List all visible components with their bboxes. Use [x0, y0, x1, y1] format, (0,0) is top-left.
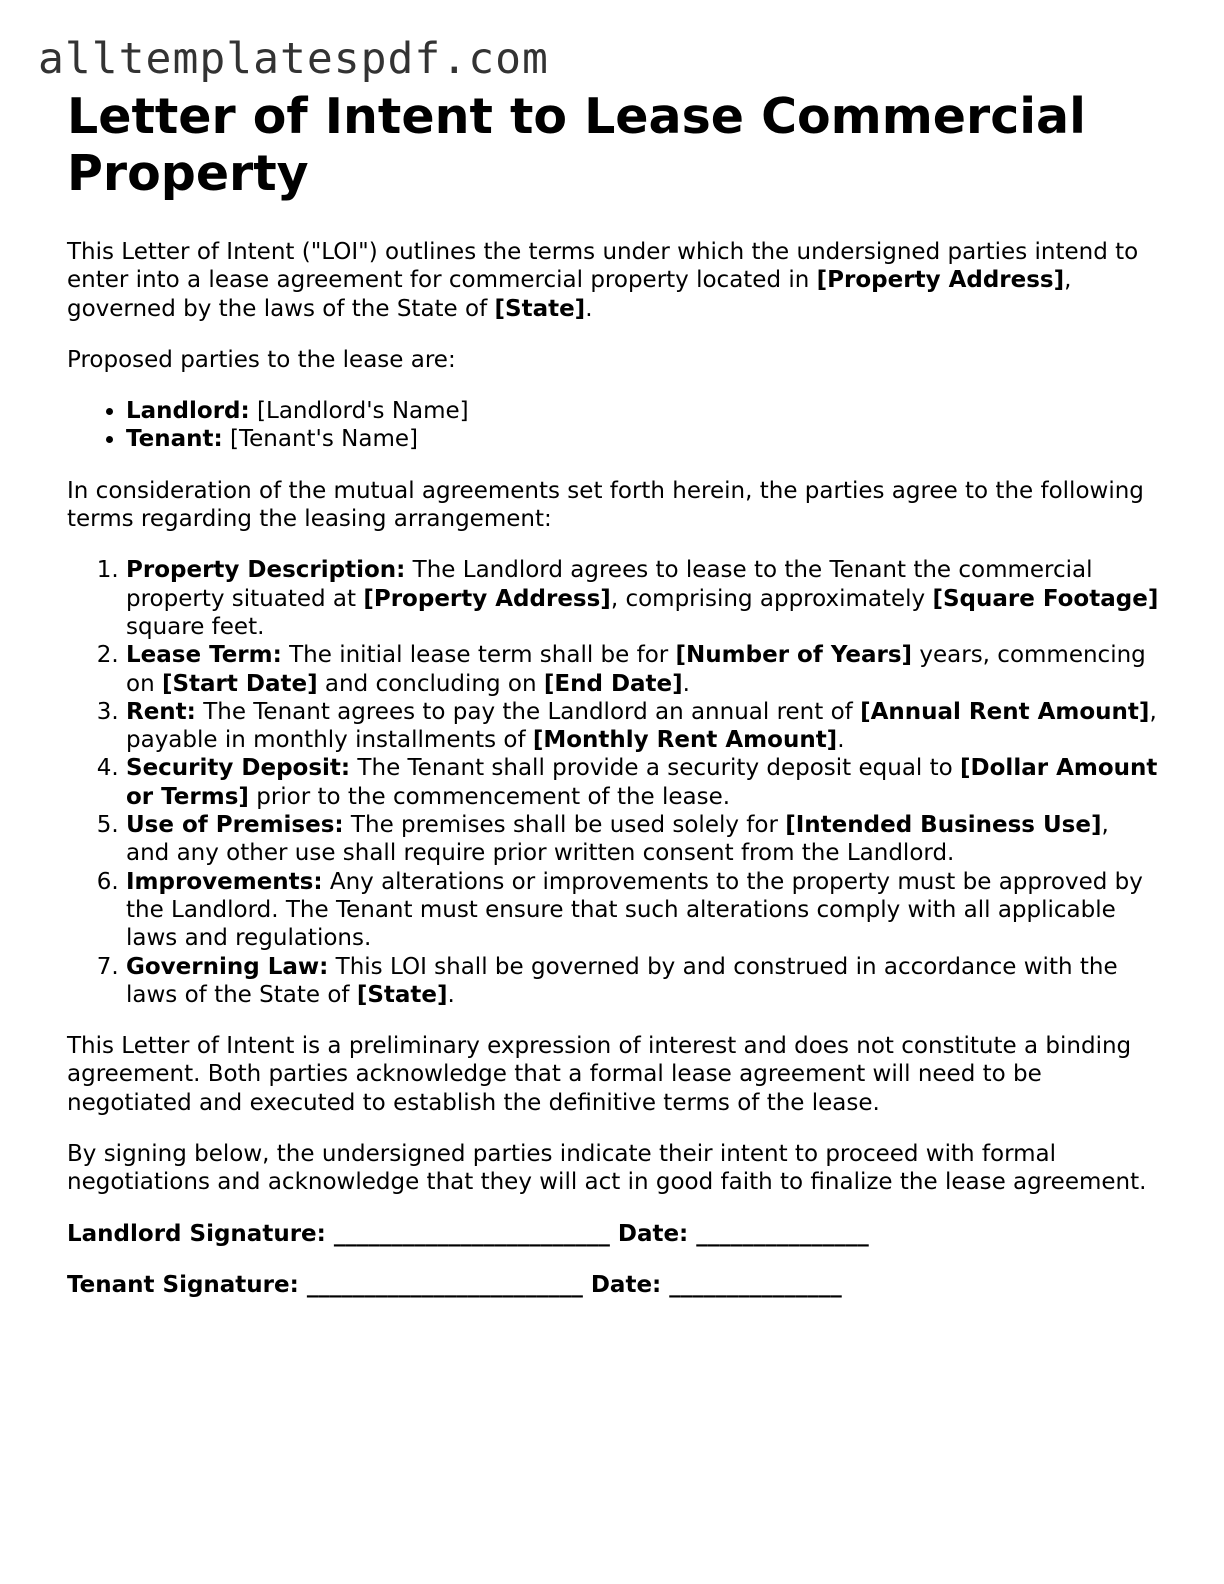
parties-intro: Proposed parties to the lease are: — [67, 346, 456, 373]
terms-list — [67, 556, 1159, 1009]
term-governing-law — [126, 953, 1159, 1010]
term-text: , and any other use shall require prior written consent from the Landlord. — [126, 812, 1109, 867]
term-text: The Tenant agrees to pay the Landlord an annual rent of — [195, 698, 861, 725]
date-blank: _______________ — [669, 1271, 842, 1298]
term-field: [Property Address] — [363, 585, 611, 612]
term-text: Any alterations or improvements to the property must be approved by the Landlord. The Tenant must ensure that such alterations comply with all applicable laws and regulations. — [126, 868, 1143, 952]
party-label: Landlord: — [126, 398, 250, 425]
landlord-signature-line — [67, 1220, 1159, 1248]
term-text: . — [682, 670, 690, 697]
term-lease-term — [126, 641, 1159, 698]
signature-blank: ________________________ — [306, 1271, 583, 1298]
term-text: The initial lease term shall be for — [281, 642, 676, 669]
term-field: [Intended Business Use] — [785, 812, 1102, 839]
term-text: This LOI shall be governed by and construed in accordance with the laws of the State of — [126, 953, 1118, 1008]
party-value: [Tenant's Name] — [222, 426, 418, 453]
signature-blank: ________________________ — [333, 1220, 610, 1247]
date-blank: _______________ — [696, 1220, 869, 1247]
intro-text-1: This Letter of Intent ("LOI") outlines the terms under which the undersigned parties intend to enter into a lease agreement for commercial property located in — [67, 239, 1139, 294]
term-rent — [126, 698, 1159, 755]
term-field: [Number of Years] — [675, 642, 913, 669]
term-text: , payable in monthly installments of — [126, 698, 1157, 754]
party-label: Tenant: — [126, 426, 223, 453]
term-text: years, commencing on — [126, 642, 1146, 697]
term-text: prior to the commencement of the lease. — [248, 783, 731, 810]
term-label: Lease Term: — [126, 642, 282, 669]
term-text: and concluding on — [317, 670, 544, 697]
term-text: The premises shall be used solely for — [343, 812, 786, 839]
term-improvements — [126, 868, 1159, 953]
term-label: Property Description: — [126, 557, 406, 584]
intro-paragraph — [67, 238, 1159, 323]
term-label: Security Deposit: — [126, 755, 351, 782]
date-label: Date: — [582, 1271, 670, 1298]
term-label: Rent: — [126, 698, 196, 725]
term-field: [Dollar Amount or Terms] — [126, 755, 1158, 810]
document-page — [67, 88, 1159, 1322]
party-value: [Landlord's Name] — [249, 398, 469, 425]
term-text: , comprising approximately — [610, 585, 933, 612]
state-field: [State] — [494, 295, 586, 322]
signature-label: Landlord Signature: — [67, 1220, 334, 1247]
property-address-field: [Property Address] — [816, 267, 1065, 294]
term-field: [Monthly Rent Amount] — [532, 727, 838, 754]
watermark: alltemplatespdf.com — [38, 34, 549, 84]
term-field: [Annual Rent Amount] — [860, 698, 1150, 725]
term-text: square feet. — [126, 613, 265, 640]
intro-text-2: , governed by the laws of the State of — [67, 267, 1072, 322]
tenant-signature-line — [67, 1271, 1159, 1299]
parties-list — [67, 397, 1159, 454]
date-label: Date: — [609, 1220, 697, 1247]
term-field: [State] — [356, 981, 448, 1008]
term-label: Governing Law: — [126, 953, 329, 980]
term-field: [End Date] — [543, 670, 683, 697]
closing-paragraph-2: By signing below, the undersigned parties indicate their intent to proceed with formal negotiations and acknowledge that they will act in good faith to finalize the lease agreement. — [67, 1141, 1147, 1196]
signature-label: Tenant Signature: — [67, 1271, 307, 1298]
term-text: . — [837, 727, 845, 754]
party-landlord — [126, 397, 1159, 425]
document-title: Letter of Intent to Lease Commercial Property — [67, 88, 1086, 202]
term-text: The Tenant shall provide a security deposit equal to — [350, 755, 961, 782]
term-field: [Start Date] — [161, 670, 318, 697]
term-label: Use of Premises: — [126, 812, 344, 839]
term-text: . — [447, 981, 455, 1008]
party-tenant — [126, 425, 1159, 453]
term-property-description — [126, 556, 1159, 641]
consideration-paragraph: In consideration of the mutual agreements set forth herein, the parties agree to the following terms regarding the leasing arrangement: — [67, 477, 1144, 533]
term-field: [Square Footage] — [932, 585, 1159, 612]
intro-text-3: . — [585, 295, 593, 322]
term-text: The Landlord agrees to lease to the Tenant the commercial property situated at — [126, 557, 1093, 612]
term-label: Improvements: — [126, 868, 323, 895]
term-use-of-premises — [126, 811, 1159, 868]
closing-paragraph-1: This Letter of Intent is a preliminary expression of interest and does not constitute a binding agreement. Both parties acknowledge that a formal lease agreement will need to be negotiated and executed to establish the definitive terms of the lease. — [67, 1033, 1132, 1116]
term-security-deposit — [126, 754, 1159, 811]
